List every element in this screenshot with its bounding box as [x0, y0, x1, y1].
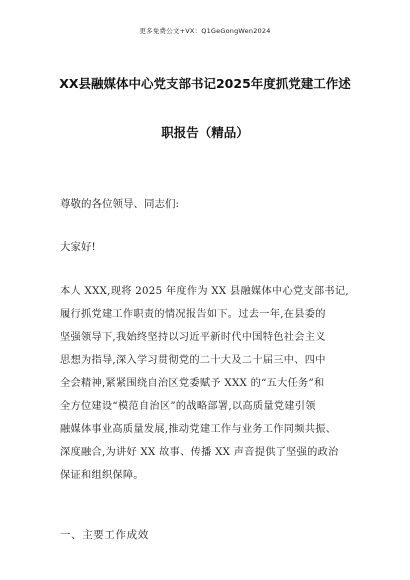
section-heading: 一、主要工作成效: [60, 529, 149, 541]
header-note: 更多免费公文+VX：Q1GeGongWen2024: [139, 27, 271, 35]
document-title-line-1: XX县融媒体中心党支部书记2025年度抓党建工作述: [59, 76, 351, 91]
body-line: 深度融合,为讲好 XX 故事、传播 XX 声音提供了坚强的政治: [60, 447, 339, 458]
body-line: 坚强领导下,我始终坚持以习近平新时代中国特色社会主义: [60, 332, 326, 343]
greeting: 尊敬的各位领导、同志们:: [60, 198, 180, 210]
salutation: 大家好!: [60, 241, 96, 253]
body-line: 全会精神,紧紧围绕自治区党委赋予 XXX 的“五大任务”和: [60, 378, 325, 389]
body-line: 保证和组织保障。: [60, 470, 144, 481]
body-line: 融媒体事业高质量发展,推动党建工作与业务工作同频共振、: [60, 424, 337, 435]
body-line: 本人 XXX,现将 2025 年度作为 XX 县融媒体中心党支部书记,: [60, 286, 349, 297]
body-line: 思想为指导,深入学习贯彻党的二十大及二十届三中、四中: [60, 355, 326, 366]
body-line: 履行抓党建工作职责的情况报告如下。过去一年,在县委的: [60, 309, 326, 320]
document-title-line-2: 职报告（精品）: [161, 125, 249, 140]
body-line: 全方位建设“模范自治区”的战略部署,以高质量党建引领: [60, 401, 316, 412]
